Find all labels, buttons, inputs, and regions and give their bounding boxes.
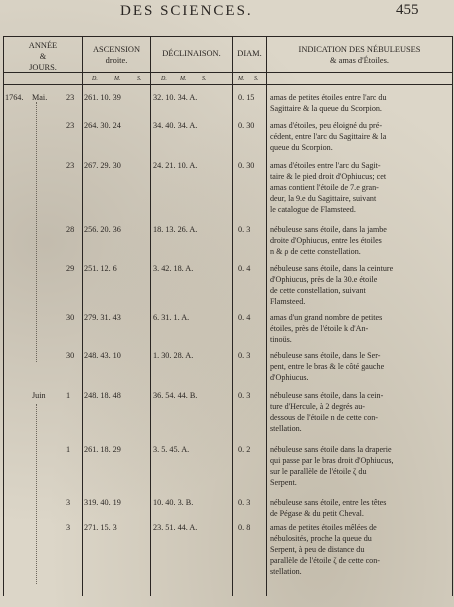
declination-cell: 32. 10. 34. A. [153,93,198,102]
unit-label: D. [161,76,167,82]
diameter-cell: 0. 4 [238,264,251,273]
description-cell: nébuleuse sans étoile, dans la cein- ture d'Hercule, à 2 degrés au- dessous de l'étoile n de cette con- stellation. [270,391,384,433]
declination-cell: 1. 30. 28. A. [153,351,194,360]
header-declinaison: DÉCLINAISON. [162,49,221,58]
day-cell: 23 [66,121,75,130]
description-cell: nébuleuse sans étoile, entre les têtes de Pégase & du petit Cheval. [270,498,387,518]
diameter-cell: 0. 15 [238,93,255,102]
description-cell: nébuleuse sans étoile, dans le Ser- pent, entre le bras & le côté gauche d'Ophiucus. [270,351,385,382]
unit-label: S. [202,76,207,82]
day-cell: 3 [66,498,71,507]
declination-cell: 36. 54. 44. B. [153,391,198,400]
diameter-cell: 0. 3 [238,391,251,400]
month-cell: Juin [32,391,46,400]
declination-cell: 23. 51. 44. A. [153,523,198,532]
ascension-cell: 279. 31. 43 [84,313,121,322]
description-cell: amas de petites étoiles entre l'arc du Sagittaire & la queue du Scorpion. [270,93,387,113]
day-cell: 23 [66,161,75,170]
year-cell: 1764. [5,93,24,102]
header-ascension: ASCENSION droite. [93,45,140,65]
declination-cell: 3. 5. 45. A. [153,445,190,454]
ascension-cell: 248. 43. 10 [84,351,121,360]
dotted-guide [36,102,37,362]
ascension-cell: 319. 40. 19 [84,498,121,507]
header-annee: ANNÉE & JOURS. [28,41,58,72]
diameter-cell: 0. 8 [238,523,251,532]
unit-label: D. [92,76,98,82]
diameter-cell: 0. 2 [238,445,251,454]
declination-cell: 34. 40. 34. A. [153,121,198,130]
unit-label: M. [180,76,187,82]
declination-cell: 24. 21. 10. A. [153,161,198,170]
description-cell: amas de petites étoiles mêlées de nébulosités, proche la queue du Serpent, à peu de distance du parallèle de l'étoile ζ de cette con- stellation. [270,523,380,576]
day-cell: 28 [66,225,75,234]
month-cell: Mai. [32,93,48,102]
col-divider [232,36,233,596]
day-cell: 3 [66,523,71,532]
ascension-cell: 248. 18. 48 [84,391,121,400]
day-cell: 30 [66,313,75,322]
dotted-guide [36,404,37,584]
unit-label: S. [254,76,259,82]
description-cell: nébuleuse sans étoile, dans la jambe droite d'Ophiucus, entre les étoiles n & ρ de cette constellation. [270,225,387,256]
col-divider [452,36,453,596]
ascension-cell: 256. 20. 36 [84,225,121,234]
description-cell: nébuleuse sans étoile dans la draperie qui passe par le bras droit d'Ophiucus, sur le parallèle de l'étoile ζ du Serpent. [270,445,394,487]
ascension-cell: 261. 10. 39 [84,93,121,102]
unit-label: M. [238,76,245,82]
ascension-cell: 251. 12. 6 [84,264,117,273]
diameter-cell: 0. 3 [238,498,251,507]
description-cell: amas d'étoiles entre l'arc du Sagit- taire & le pied droit d'Ophiucus; cet amas contient l'étoile de 7.e gran- deur, la 9.e du Sagittaire, suivant le catalogue de Flamsteed. [270,161,387,214]
ascension-cell: 267. 29. 30 [84,161,121,170]
header-diam: DIAM. [237,49,262,58]
diameter-cell: 0. 4 [238,313,251,322]
declination-cell: 6. 31. 1. A. [153,313,190,322]
diameter-cell: 0. 3 [238,351,251,360]
unit-label: S. [137,76,142,82]
day-cell: 30 [66,351,75,360]
col-divider [3,36,4,596]
declination-cell: 10. 40. 3. B. [153,498,194,507]
declination-cell: 18. 13. 26. A. [153,225,198,234]
ascension-cell: 264. 30. 24 [84,121,121,130]
ascension-cell: 271. 15. 3 [84,523,117,532]
header-indication: INDICATION DES NÉBULEUSES & amas d'Étoiles. [298,45,421,65]
description-cell: amas d'étoiles, peu éloigné du pré- cédent, entre l'arc du Sagittaire & la queue du Scorpion. [270,121,387,152]
diameter-cell: 0. 3 [238,225,251,234]
diameter-cell: 0. 30 [238,121,255,130]
diameter-cell: 0. 30 [238,161,255,170]
page-number: 455 [396,2,419,18]
declination-cell: 3. 42. 18. A. [153,264,194,273]
day-cell: 1 [66,445,71,454]
units-rule [3,84,453,85]
day-cell: 23 [66,93,75,102]
running-head: DES SCIENCES. [120,3,253,19]
col-divider [150,36,151,596]
description-cell: amas d'un grand nombre de petites étoiles, près de l'étoile k d'An- tinoüs. [270,313,383,344]
day-cell: 29 [66,264,75,273]
table-top-rule [3,36,453,37]
col-divider [266,36,267,596]
ascension-cell: 261. 18. 29 [84,445,121,454]
col-divider [82,36,83,596]
day-cell: 1 [66,391,71,400]
unit-label: M. [114,76,121,82]
description-cell: nébuleuse sans étoile, dans la ceinture d'Ophiucus, près de la 30.e étoile de cette constellation, suivant Flamsteed. [270,264,394,306]
